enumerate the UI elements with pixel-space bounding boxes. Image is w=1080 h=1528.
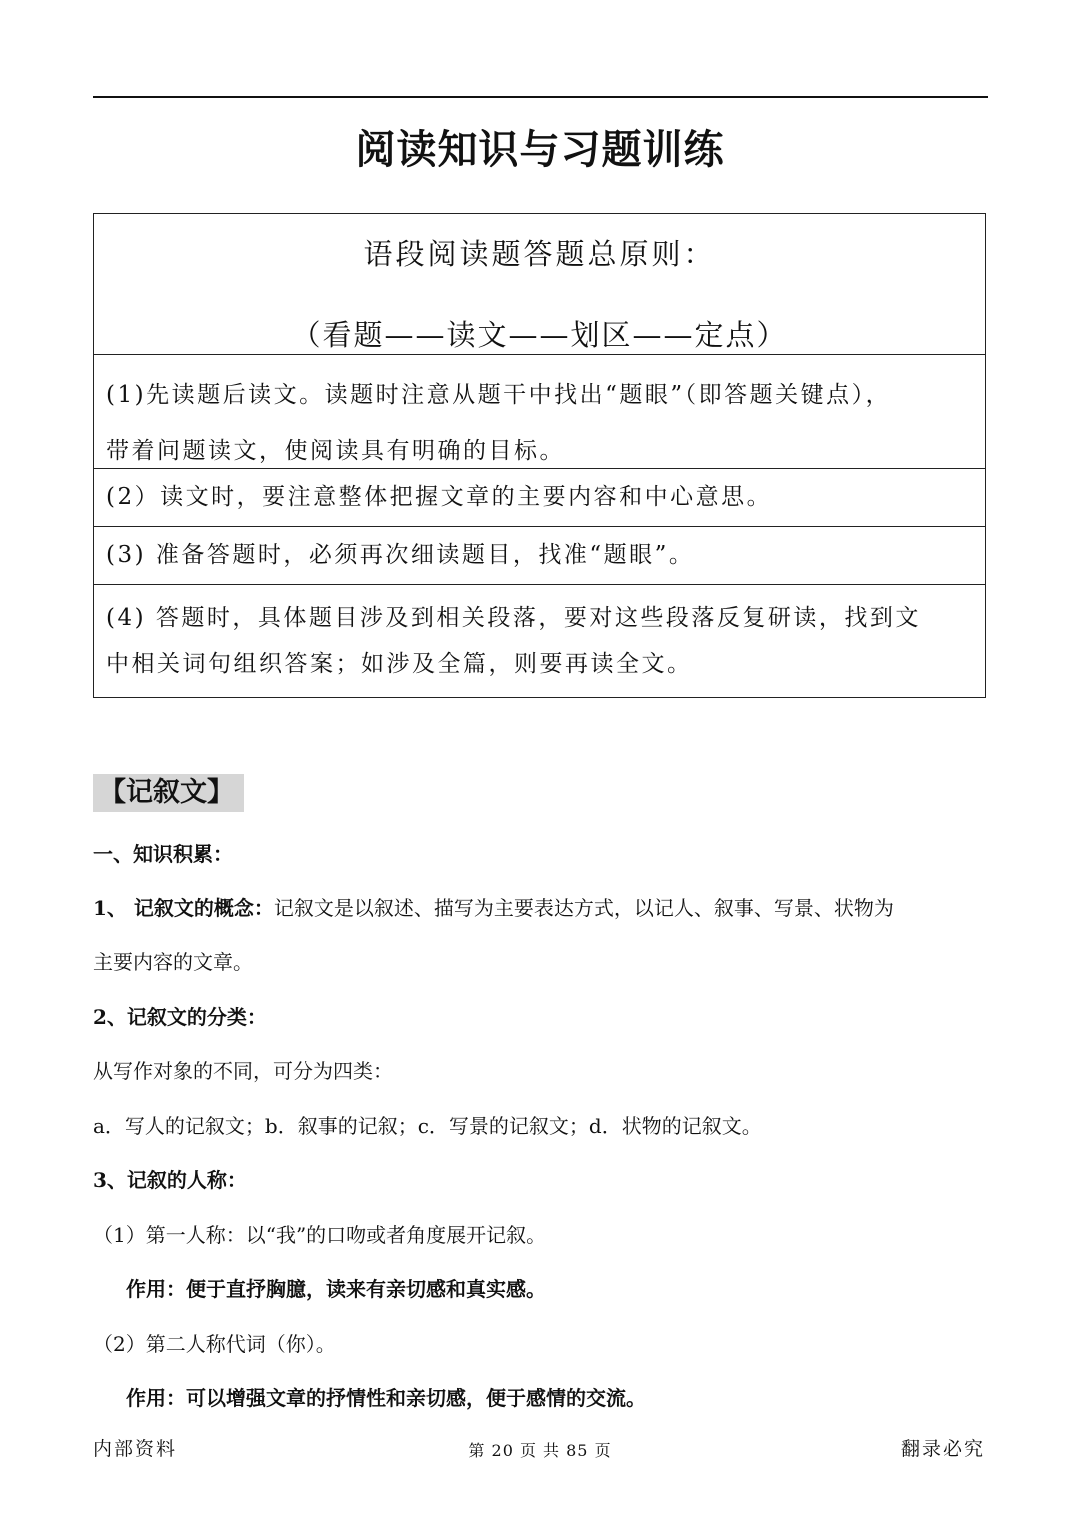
page-number: 第 20 页 共 85 页 — [468, 1441, 612, 1460]
principle-row-1 — [94, 355, 985, 469]
second-person-effect: 作用：可以增强文章的抒情性和亲切感，便于感情的交流。 — [126, 1386, 646, 1410]
principle-2-line-1: (2）读文时，要注意整体把握文章的主要内容和中心意思。 — [106, 484, 773, 510]
principles-heading: 语段阅读题答题总原则： — [363, 237, 716, 271]
principle-3-line-1: (3) 准备答题时，必须再次细读题目，找准“题眼”。 — [106, 542, 695, 568]
principle-row-4 — [94, 585, 985, 687]
item2-label: 2、记叙文的分类： — [93, 1005, 267, 1029]
item2-list: a．写人的记叙文；b．叙事的记叙；c．写景的记叙文；d．状物的记叙文。 — [93, 1114, 762, 1138]
principle-4-line-2: 中相关词句组织答案；如涉及全篇，则要再读全文。 — [106, 651, 693, 677]
item1-label: 1、 记叙文的概念： — [93, 896, 274, 920]
footer-left: 内部资料 — [93, 1438, 178, 1460]
item2-text: 从写作对象的不同，可分为四类： — [93, 1059, 393, 1083]
page-title: 阅读知识与习题训练 — [355, 127, 725, 173]
item3-label: 3、记叙的人称： — [93, 1168, 247, 1192]
principle-1-line-2: 带着问题读文，使阅读具有明确的目标。 — [106, 438, 565, 464]
first-person-effect: 作用：便于直抒胸臆，读来有亲切感和真实感。 — [126, 1277, 546, 1301]
second-person: （2）第二人称代词（你）。 — [93, 1332, 336, 1356]
principle-4-line-1: (4) 答题时，具体题目涉及到相关段落，要对这些段落反复研读，找到文 — [106, 605, 921, 631]
footer-right: 翻录必究 — [900, 1438, 985, 1460]
principles-box — [93, 213, 986, 698]
principle-row-3 — [94, 527, 985, 585]
top-rule — [93, 96, 988, 98]
principles-header — [94, 214, 985, 355]
section-tag-narrative: 【记叙文】 — [93, 774, 244, 812]
principle-row-2 — [94, 469, 985, 527]
item1-text: 记叙文是以叙述、描写为主要表达方式，以记人、叙事、写景、状物为 — [273, 896, 894, 920]
item1-line — [93, 892, 894, 921]
first-person: （1）第一人称：以“我”的口吻或者角度展开记叙。 — [93, 1223, 547, 1247]
item1-text-2: 主要内容的文章。 — [93, 950, 253, 974]
heading-knowledge: 一、知识积累： — [93, 842, 233, 866]
principles-steps: （看题——读文——划区——定点） — [291, 318, 788, 352]
principle-1-line-1: (1)先读题后读文。读题时注意从题干中找出“题眼”（即答题关键点）， — [106, 382, 892, 408]
